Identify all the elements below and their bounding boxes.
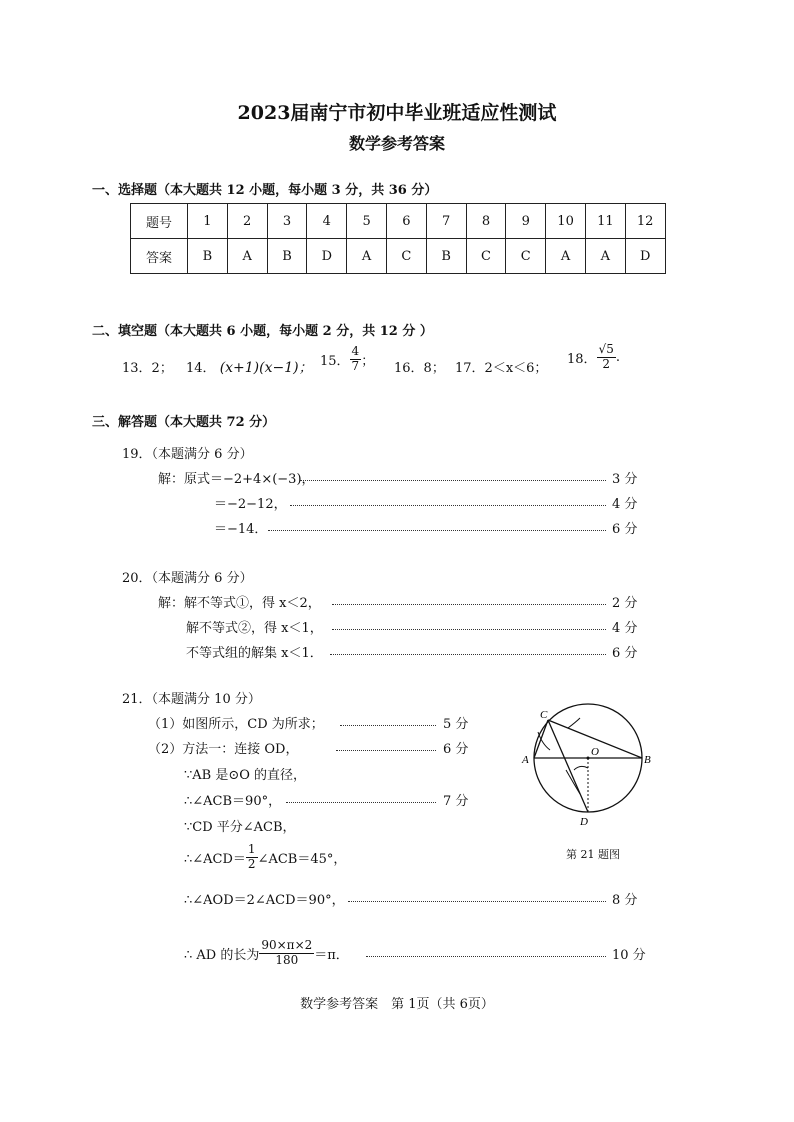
fill-answer-17: 17．2＜x＜6； [455,361,548,376]
q20-score-2: 4 分 [612,621,638,636]
leader-dots [340,725,436,726]
leader-dots [366,956,606,957]
answer-table [130,203,666,274]
leader-dots [300,480,606,481]
leader-dots [330,654,606,655]
q21-step-7: ∴∠AOD＝2∠ACD＝90°， [184,893,345,908]
page-title: 2023届南宁市初中毕业班适应性测试 [237,102,557,124]
q21-score-7: 8 分 [612,893,638,908]
q21-score-8: 10 分 [612,948,646,963]
q20-header: 20．（本题满分 6 分） [122,571,253,586]
table-cell-answer: C [506,239,546,274]
table-cell-answer: B [267,239,307,274]
q21-score-1: 5 分 [443,717,469,732]
q19-step-3: ＝−14． [214,522,268,537]
fill-answer-13: 13．2； [122,361,173,376]
q19-score-3: 6 分 [612,522,638,537]
table-cell-answer: B [188,239,228,274]
fraction: $\frac{4}{7}$ [351,344,360,373]
table-cell-number: 7 [426,204,466,239]
table-cell-number: 9 [506,204,546,239]
table-cell-number: 3 [267,204,307,239]
point-label-d: D [580,816,588,828]
q21-score-4: 7 分 [443,794,469,809]
section3-heading: 三、解答题（本大题共 72 分） [92,415,276,430]
circle-figure [518,700,658,830]
table-cell-answer: B [426,239,466,274]
figure-caption: 第 21 题图 [566,848,620,861]
construction-arc [574,766,588,770]
fraction: $\frac{90\times\pi\times 2}{180}$ [261,938,313,967]
table-cell-answer: A [347,239,387,274]
table-cell-number: 12 [625,204,665,239]
page-subtitle: 数学参考答案 [348,134,445,153]
table-cell-answer: C [466,239,506,274]
fill-answer-18: 18． $\frac{√5}{2}$ . [567,342,620,371]
leader-dots [286,802,436,803]
fraction: $\frac{√5}{2}$ [598,342,614,371]
table-header-cell: 答案 [131,239,188,274]
table-cell-number: 1 [188,204,228,239]
fill-answer-14 [186,357,313,377]
construction-arc [568,718,580,728]
q20-step-1: 解：解不等式①，得 x＜2， [158,596,321,611]
q21-step-2: （2）方法一：连接 OD， [148,742,299,757]
table-header-cell: 题号 [131,204,188,239]
point-label-a: A [522,754,529,766]
construction-arc [566,770,580,794]
q21-step-8: ∴ AD 的长为 $\frac{90\times\pi\times 2}{180}$ ＝π． [184,938,349,967]
center-point [587,757,590,760]
table-cell-number: 11 [585,204,625,239]
page-footer: 数学参考答案 第 1页（共 6页） [300,997,494,1012]
leader-dots [332,604,606,605]
q20-score-1: 2 分 [612,596,638,611]
q21-step-3: ∵AB 是⊙O 的直径， [184,768,307,783]
table-cell-number: 8 [466,204,506,239]
fraction: $\frac{1}{2}$ [247,842,256,871]
table-cell-answer: D [307,239,347,274]
leader-dots [290,505,606,506]
table-row-numbers [131,204,666,239]
fill-answer-14-label: 14． [186,361,216,376]
fill-answer-15-label: 15． [320,353,350,369]
q20-score-3: 6 分 [612,646,638,661]
table-cell-answer: D [625,239,665,274]
point-label-b: B [644,754,651,766]
leader-dots [348,901,606,902]
table-cell-answer: C [386,239,426,274]
point-label-c: C [540,709,548,721]
point-label-o: O [591,746,599,758]
q19-score-1: 3 分 [612,472,638,487]
section2-heading: 二、填空题（本大题共 6 小题，每小题 2 分，共 12 分 ） [92,324,433,339]
q20-step-2: 解不等式②，得 x＜1， [186,621,323,636]
leader-dots [332,629,606,630]
fill-answer-16: 16．8； [394,361,445,376]
q19-step-2: ＝−2−12， [214,497,287,512]
table-cell-number: 4 [307,204,347,239]
leader-dots [336,750,436,751]
leader-dots [268,530,606,531]
q21-header: 21．（本题满分 10 分） [122,692,261,707]
q21-step-1: （1）如图所示，CD 为所求； [148,717,324,732]
q21-score-2: 6 分 [443,742,469,757]
q21-step-6: ∴∠ACD＝ $\frac{1}{2}$ ∠ACB＝45°， [184,842,347,871]
fill-answer-18-label: 18． [567,351,597,367]
table-row-answers [131,239,666,274]
table-cell-answer: A [585,239,625,274]
q20-step-3: 不等式组的解集 x＜1． [186,646,323,661]
fill-answer-14-expr: (x+1)(x−1)； [219,360,313,376]
q21-step-5: ∵CD 平分∠ACB， [184,820,296,835]
table-cell-answer: A [546,239,586,274]
section1-heading: 一、选择题（本大题共 12 小题，每小题 3 分，共 36 分） [92,183,438,198]
table-cell-number: 10 [546,204,586,239]
q19-step-1: 解：原式＝−2+4×(−3)， [158,472,315,487]
q19-score-2: 4 分 [612,497,638,512]
table-cell-number: 2 [227,204,267,239]
fill-answer-15: 15． $\frac{4}{7}$ ； [320,344,375,373]
table-cell-answer: A [227,239,267,274]
q21-step-4: ∴∠ACB＝90°， [184,794,282,809]
table-cell-number: 5 [347,204,387,239]
table-cell-number: 6 [386,204,426,239]
q19-header: 19．（本题满分 6 分） [122,447,253,462]
